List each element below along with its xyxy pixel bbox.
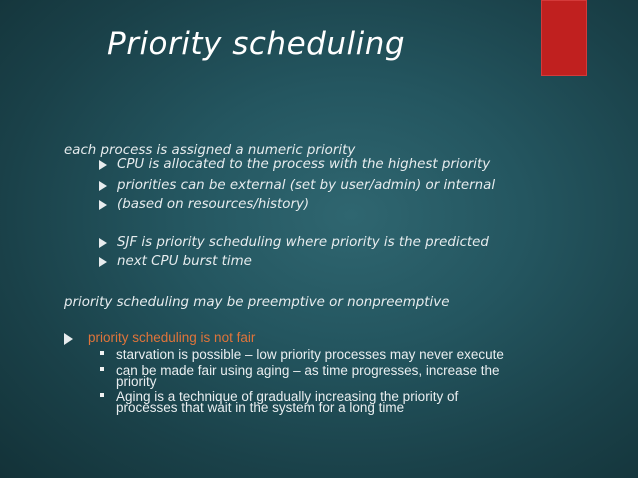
accent-bar	[541, 0, 587, 76]
bullet-arrow-icon	[99, 181, 107, 191]
preempt-text: priority scheduling may be preemptive or nonpreemptive	[64, 295, 450, 310]
sub-bullet-text-cont: priority	[116, 374, 157, 389]
bullet-arrow-icon	[64, 333, 73, 345]
fair-heading: priority scheduling is not fair	[88, 330, 256, 345]
sub-bullet-text: Aging is a technique of gradually increasing the priority of	[116, 389, 459, 404]
sub-bullet-text-cont: processes that wait in the system for a long time	[116, 400, 405, 415]
bullet-arrow-icon	[99, 160, 107, 170]
bullet-text: (based on resources/history)	[117, 197, 310, 212]
bullet-arrow-icon	[99, 257, 107, 267]
sub-bullet-text: can be made fair using aging – as time progresses, increase the	[116, 363, 500, 378]
bullet-arrow-icon	[99, 238, 107, 248]
intro-text: each process is assigned a numeric priority	[64, 143, 356, 158]
bullet-text: SJF is priority scheduling where priority is the predicted	[117, 235, 489, 250]
bullet-arrow-icon	[99, 200, 107, 210]
slide-title: Priority scheduling	[107, 26, 406, 62]
bullet-text: priorities can be external (set by user/admin) or internal	[117, 178, 496, 193]
bullet-text: next CPU burst time	[117, 254, 252, 269]
sub-bullet-text: starvation is possible – low priority processes may never execute	[116, 347, 504, 362]
square-bullet-icon	[100, 393, 104, 397]
square-bullet-icon	[100, 351, 104, 355]
bullet-text: CPU is allocated to the process with the highest priority	[117, 157, 491, 172]
square-bullet-icon	[100, 367, 104, 371]
